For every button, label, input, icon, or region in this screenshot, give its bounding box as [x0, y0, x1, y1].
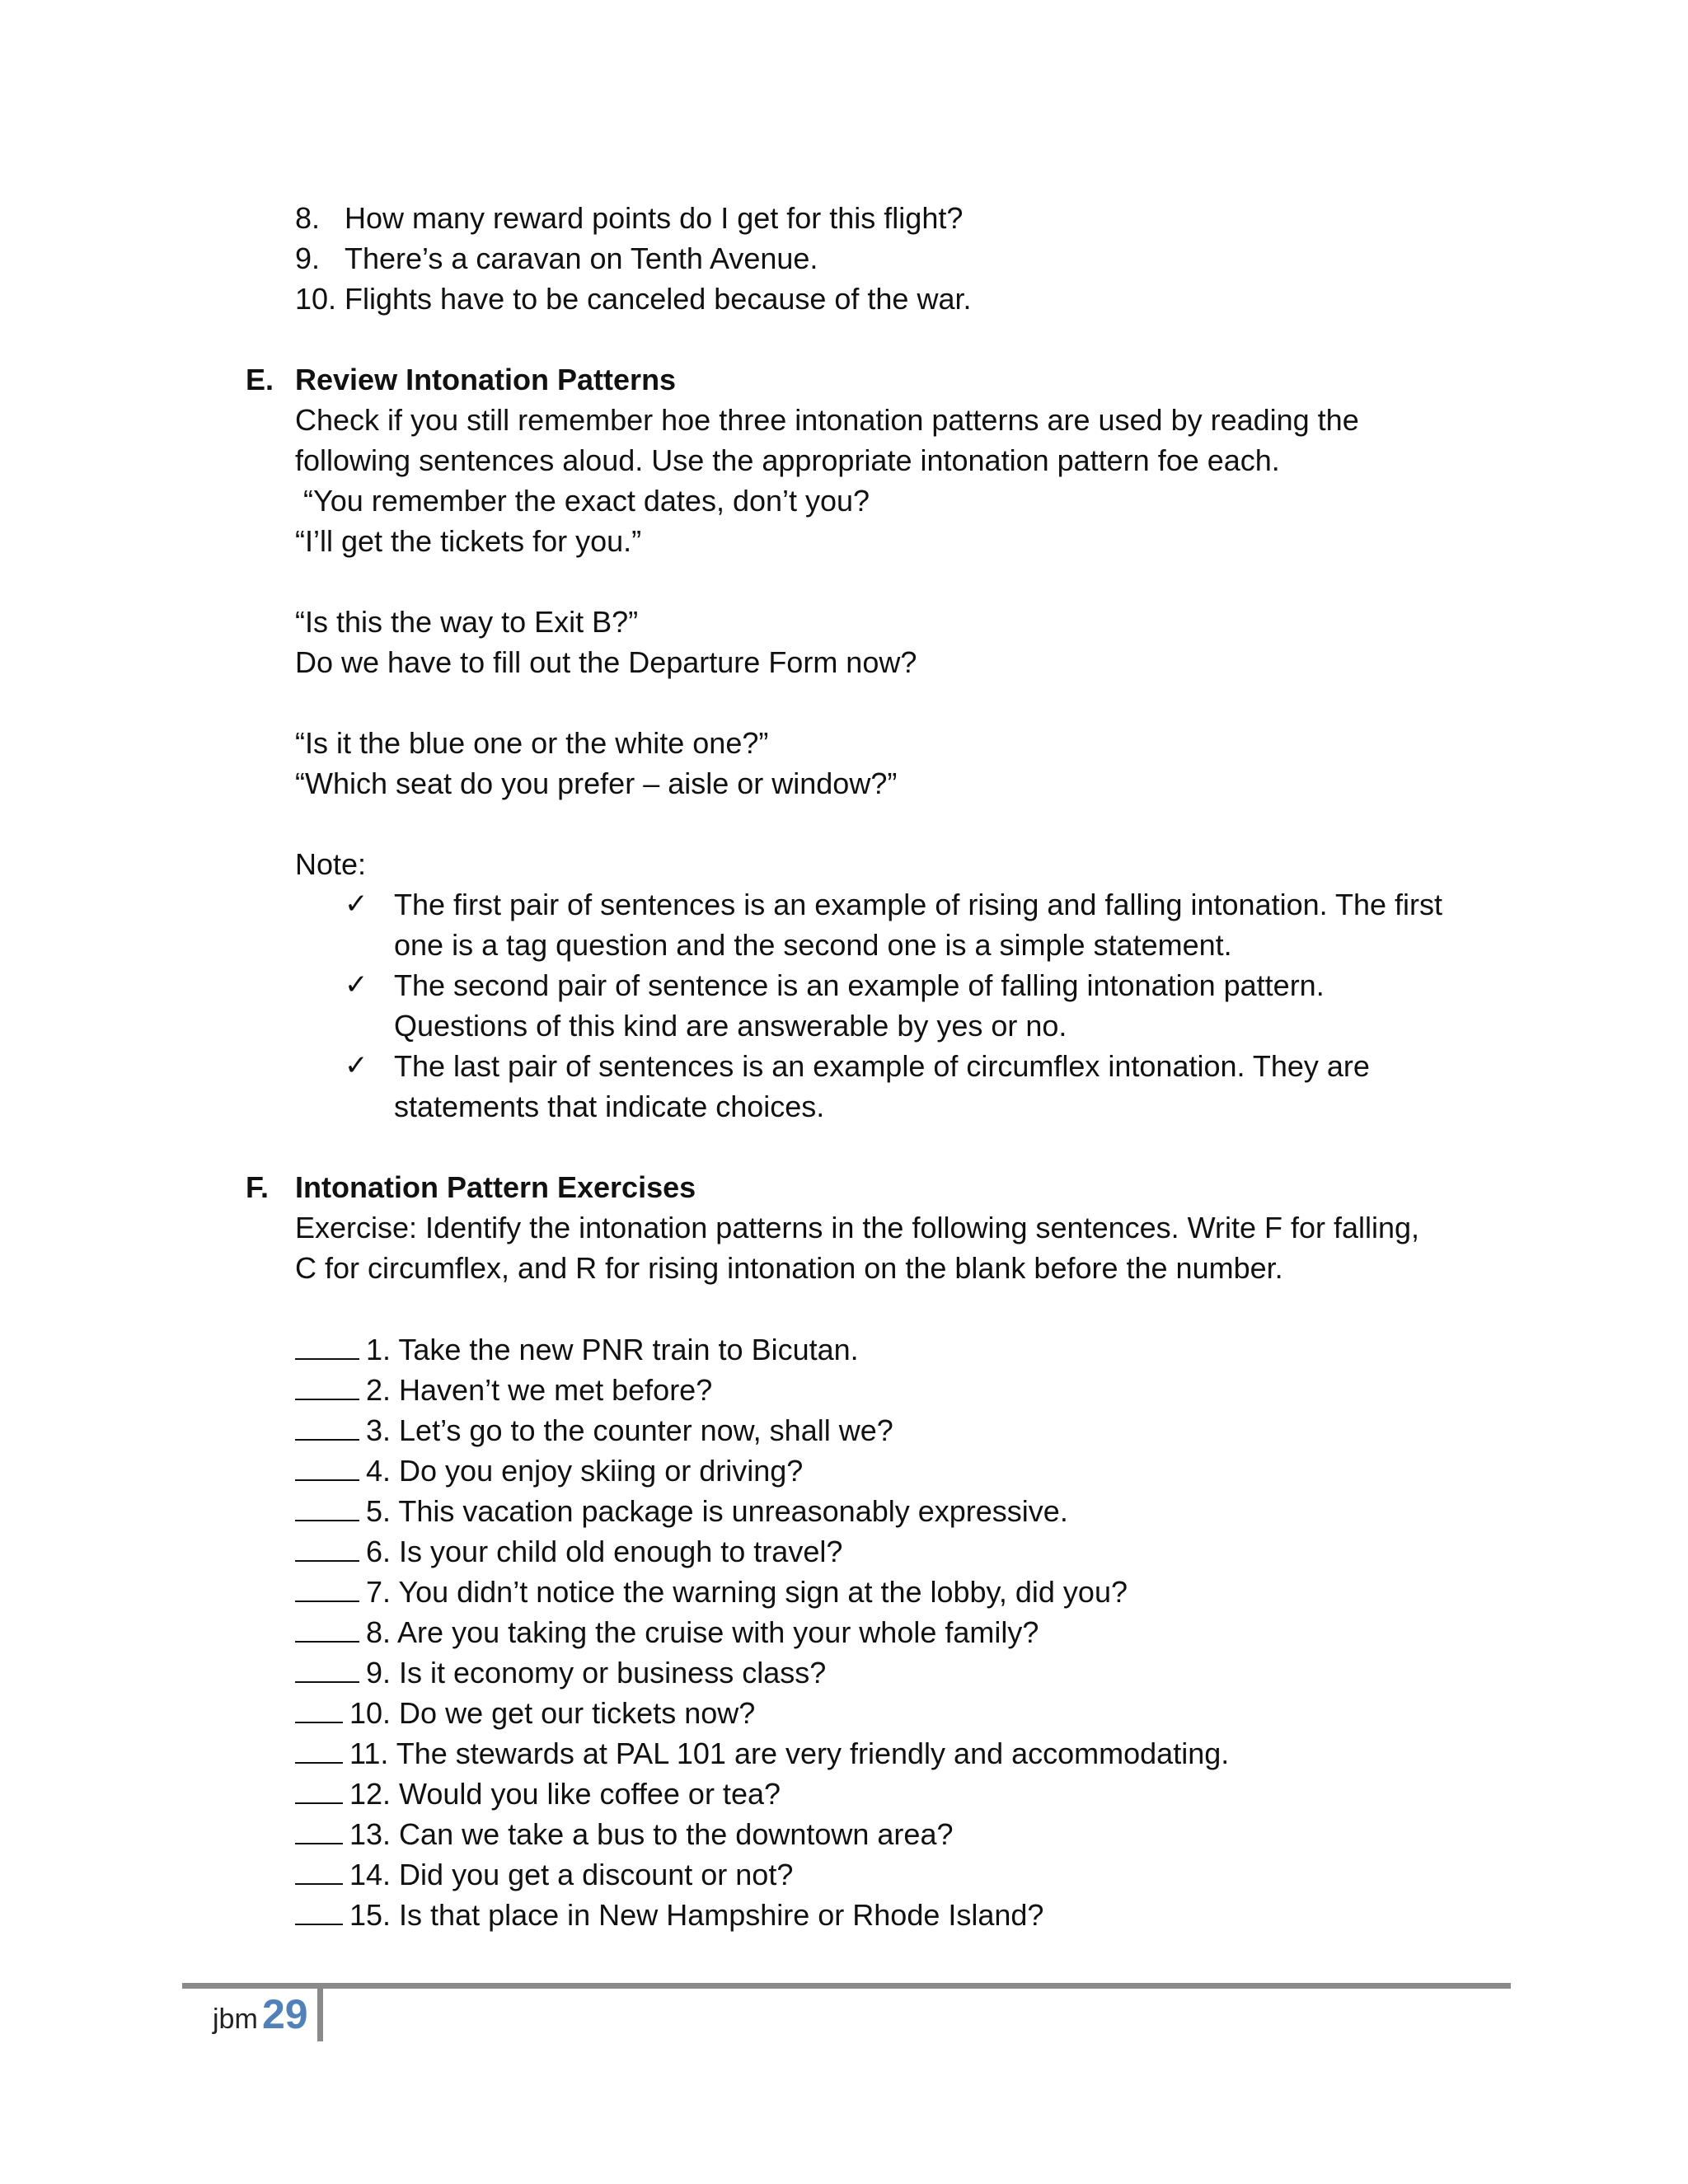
section-f-intro-line: Exercise: Identify the intonation patterns in the following sentences. Write F for falling, [295, 1211, 1420, 1244]
section-e-intro-line: following sentences aloud. Use the appropriate intonation pattern foe each. [295, 443, 1280, 477]
exercise-item [295, 1652, 826, 1693]
note-text: The second pair of sentence is an example of falling intonation pattern. [394, 968, 1325, 1002]
list-item-number: 9. [295, 241, 321, 275]
exercise-item-text: 9. Is it economy or business class? [366, 1656, 827, 1690]
note-text: Questions of this kind are answerable by yes or no. [394, 1009, 1067, 1043]
answer-blank[interactable] [295, 1530, 359, 1562]
exercise-item-text: 10. Do we get our tickets now? [349, 1696, 756, 1730]
footer-rule [182, 1983, 1511, 1989]
example-sentence: Do we have to fill out the Departure Form now? [295, 645, 917, 679]
footer-divider [317, 1989, 323, 2041]
exercise-item-text: 3. Let’s go to the counter now, shall we? [366, 1413, 893, 1447]
section-f-letter: F. [246, 1170, 270, 1204]
exercise-item [295, 1894, 1043, 1935]
exercise-item [295, 1450, 803, 1491]
answer-blank[interactable] [295, 1894, 343, 1925]
section-f-heading: Intonation Pattern Exercises [295, 1170, 696, 1204]
section-e-letter: E. [246, 363, 274, 396]
exercise-item [295, 1611, 1039, 1652]
example-sentence: “You remember the exact dates, don’t you? [295, 484, 870, 518]
list-item-number: 10. [295, 282, 337, 316]
answer-blank[interactable] [295, 1773, 343, 1804]
exercise-item-text: 1. Take the new PNR train to Bicutan. [366, 1333, 859, 1366]
answer-blank[interactable] [295, 1813, 343, 1844]
example-sentence: “Is this the way to Exit B?” [295, 605, 639, 639]
answer-blank[interactable] [295, 1450, 359, 1481]
section-f-intro-line: C for circumflex, and R for rising intonation on the blank before the number. [295, 1251, 1283, 1285]
answer-blank[interactable] [295, 1692, 343, 1723]
exercise-item-text: 2. Haven’t we met before? [366, 1373, 713, 1407]
exercise-item [295, 1530, 842, 1572]
footer-label: jbm [213, 2004, 258, 2035]
answer-blank[interactable] [295, 1732, 343, 1764]
exercise-item-text: 15. Is that place in New Hampshire or Rhode Island? [349, 1898, 1044, 1932]
checkmark-icon: ✓ [345, 888, 368, 920]
example-sentence: “I’ll get the tickets for you.” [295, 524, 642, 558]
exercise-item-text: 11. The stewards at PAL 101 are very friendly and accommodating. [349, 1736, 1230, 1770]
answer-blank[interactable] [295, 1571, 359, 1602]
example-sentence: “Which seat do you prefer – aisle or window?” [295, 766, 898, 800]
exercise-item-text: 14. Did you get a discount or not? [349, 1858, 794, 1891]
note-text: statements that indicate choices. [394, 1090, 825, 1123]
answer-blank[interactable] [295, 1329, 359, 1360]
exercise-item [295, 1732, 1229, 1774]
exercise-item-text: 7. You didn’t notice the warning sign at the lobby, did you? [366, 1575, 1128, 1609]
checkmark-icon: ✓ [345, 969, 368, 1001]
note-text: one is a tag question and the second one is a simple statement. [394, 928, 1232, 962]
exercise-item [295, 1490, 1068, 1531]
answer-blank[interactable] [295, 1854, 343, 1885]
exercise-item-text: 13. Can we take a bus to the downtown area? [349, 1817, 954, 1851]
exercise-item-text: 5. This vacation package is unreasonably expressive. [366, 1494, 1068, 1528]
section-e-heading: Review Intonation Patterns [295, 363, 677, 396]
exercise-item-text: 12. Would you like coffee or tea? [349, 1777, 781, 1811]
exercise-item [295, 1409, 893, 1451]
page-number: 29 [262, 1991, 308, 2037]
exercise-item [295, 1329, 859, 1370]
answer-blank[interactable] [295, 1369, 359, 1400]
note-label: Note: [295, 847, 367, 881]
exercise-item [295, 1571, 1128, 1612]
note-text: The first pair of sentences is an example of rising and falling intonation. The first [394, 888, 1443, 921]
exercise-item [295, 1692, 755, 1733]
exercise-item [295, 1854, 793, 1895]
exercise-item-text: 6. Is your child old enough to travel? [366, 1535, 843, 1568]
section-e-intro-line: Check if you still remember hoe three intonation patterns are used by reading the [295, 403, 1359, 437]
answer-blank[interactable] [295, 1611, 359, 1643]
answer-blank[interactable] [295, 1652, 359, 1683]
exercise-item-text: 8. Are you taking the cruise with your whole family? [366, 1615, 1039, 1649]
exercise-item [295, 1369, 712, 1410]
checkmark-icon: ✓ [345, 1050, 368, 1081]
answer-blank[interactable] [295, 1409, 359, 1441]
exercise-item [295, 1773, 781, 1814]
note-text: The last pair of sentences is an example of circumflex intonation. They are [394, 1049, 1370, 1083]
exercise-item [295, 1813, 953, 1854]
list-item-text: Flights have to be canceled because of the war. [345, 282, 972, 316]
exercise-item-text: 4. Do you enjoy skiing or driving? [366, 1454, 804, 1488]
answer-blank[interactable] [295, 1490, 359, 1521]
list-item-text: There’s a caravan on Tenth Avenue. [345, 241, 818, 275]
list-item-number: 8. [295, 201, 321, 235]
list-item-text: How many reward points do I get for this flight? [345, 201, 964, 235]
example-sentence: “Is it the blue one or the white one?” [295, 726, 769, 760]
